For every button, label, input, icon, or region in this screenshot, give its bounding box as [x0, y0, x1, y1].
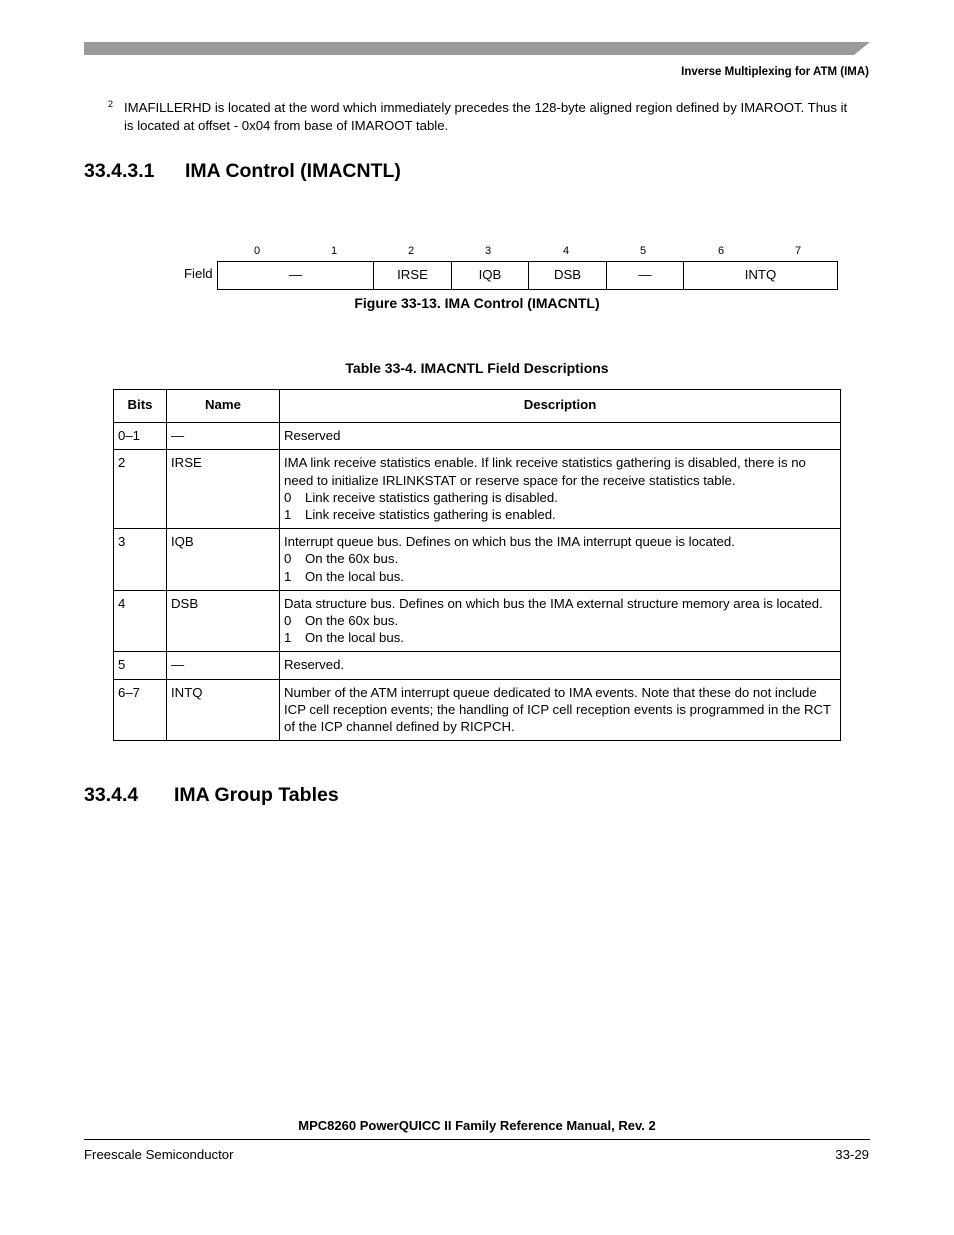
- cell-name: —: [167, 652, 280, 679]
- table-row: [114, 590, 841, 652]
- bit-number: 4: [562, 245, 570, 257]
- encoding-line: [284, 612, 836, 629]
- encoding-line: [284, 550, 836, 567]
- cell-name: IQB: [167, 529, 280, 591]
- section-number: 33.4.3.1: [84, 160, 155, 182]
- cell-bits: 6–7: [114, 679, 167, 741]
- section-heading-group-tables: [84, 784, 339, 807]
- bit-number: 5: [639, 245, 647, 257]
- encoding-value: 0: [284, 551, 292, 567]
- field-descriptions-table: [113, 389, 841, 741]
- footer-company: Freescale Semiconductor: [84, 1147, 234, 1162]
- cell-bits: 4: [114, 590, 167, 652]
- encoding-line: [284, 489, 836, 506]
- cell-bits: 0–1: [114, 423, 167, 450]
- encoding-text: On the local bus.: [305, 568, 404, 584]
- description-text: Number of the ATM interrupt queue dedicated to IMA events. Note that these do not include ICP cell reception events; the handling of ICP cell reception events is programmed in the RCT of the ICP channel defined by RICPCH.: [284, 684, 831, 735]
- register-field-dsb: DSB: [528, 262, 606, 289]
- cell-bits: 2: [114, 450, 167, 529]
- table-row: [114, 529, 841, 591]
- bit-number: 6: [717, 245, 725, 257]
- cell-name: —: [167, 423, 280, 450]
- footer-page-number: 33-29: [835, 1147, 869, 1162]
- column-header-name: Name: [167, 390, 280, 423]
- cell-name: INTQ: [167, 679, 280, 741]
- section-title: IMA Group Tables: [174, 784, 339, 806]
- table-row: [114, 423, 841, 450]
- table-row: [114, 679, 841, 741]
- register-field-reserved: —: [288, 267, 303, 282]
- table-caption: Table 33-4. IMACNTL Field Descriptions: [345, 360, 609, 376]
- footer-divider: [84, 1139, 870, 1140]
- section-title: IMA Control (IMACNTL): [185, 160, 401, 182]
- cell-description: [280, 590, 841, 652]
- table-row: [114, 450, 841, 529]
- section-number: 33.4.4: [84, 784, 139, 806]
- encoding-value: 1: [284, 568, 292, 584]
- encoding-value: 0: [284, 613, 292, 629]
- column-header-bits: Bits: [114, 390, 167, 423]
- cell-bits: 3: [114, 529, 167, 591]
- encoding-text: Link receive statistics gathering is disabled.: [305, 489, 558, 505]
- cell-description: [280, 423, 841, 450]
- encoding-value: 1: [284, 630, 292, 646]
- footnote-text: IMAFILLERHD is located at the word which immediately precedes the 128-byte aligned region defined by IMAROOT. Thus it is located at offset - 0x04 from base of IMAROOT table.: [124, 100, 848, 133]
- register-field-iqb: IQB: [451, 262, 528, 289]
- description-text: Reserved: [284, 428, 341, 444]
- footnote: [108, 99, 848, 134]
- table-row: [114, 652, 841, 679]
- bit-number: 2: [407, 245, 415, 257]
- bit-number: 3: [484, 245, 492, 257]
- encoding-value: 1: [284, 507, 292, 523]
- description-text: Data structure bus. Defines on which bus the IMA external structure memory area is located.: [284, 595, 823, 611]
- register-field-reserved: —: [606, 262, 683, 289]
- section-heading-imacntl: [84, 160, 401, 183]
- footer-manual-title: MPC8260 PowerQUICC II Family Reference Manual, Rev. 2: [298, 1118, 656, 1133]
- description-text: Interrupt queue bus. Defines on which bus the IMA interrupt queue is located.: [284, 534, 735, 550]
- encoding-line: [284, 629, 836, 646]
- encoding-text: On the local bus.: [305, 630, 404, 646]
- bit-number: 1: [330, 245, 338, 257]
- encoding-line: [284, 568, 836, 585]
- encoding-text: On the 60x bus.: [305, 613, 399, 629]
- register-field-box: [217, 261, 838, 290]
- field-row-label: Field: [184, 266, 213, 281]
- bit-number: 0: [253, 245, 261, 257]
- cell-description: [280, 652, 841, 679]
- cell-description: [280, 450, 841, 529]
- encoding-text: On the 60x bus.: [305, 551, 399, 567]
- description-text: IMA link receive statistics enable. If link receive statistics gathering is disabled, there is no need to initialize IRLINKSTAT or reserve space for the receive statistics table.: [284, 455, 806, 488]
- cell-description: [280, 529, 841, 591]
- column-header-description: Description: [280, 390, 841, 423]
- cell-name: DSB: [167, 590, 280, 652]
- header-bar: [84, 42, 870, 55]
- encoding-line: [284, 506, 836, 523]
- encoding-value: 0: [284, 489, 292, 505]
- description-text: Reserved.: [284, 657, 345, 673]
- figure-caption: Figure 33-13. IMA Control (IMACNTL): [354, 295, 600, 311]
- register-field-irse: IRSE: [373, 262, 451, 289]
- running-title: Inverse Multiplexing for ATM (IMA): [681, 66, 869, 78]
- cell-bits: 5: [114, 652, 167, 679]
- encoding-text: Link receive statistics gathering is enabled.: [305, 507, 556, 523]
- bit-number: 7: [794, 245, 802, 257]
- footnote-marker: 2: [108, 99, 114, 109]
- register-field-intq: INTQ: [683, 262, 837, 289]
- table-header-row: [114, 390, 841, 423]
- cell-description: [280, 679, 841, 741]
- cell-name: IRSE: [167, 450, 280, 529]
